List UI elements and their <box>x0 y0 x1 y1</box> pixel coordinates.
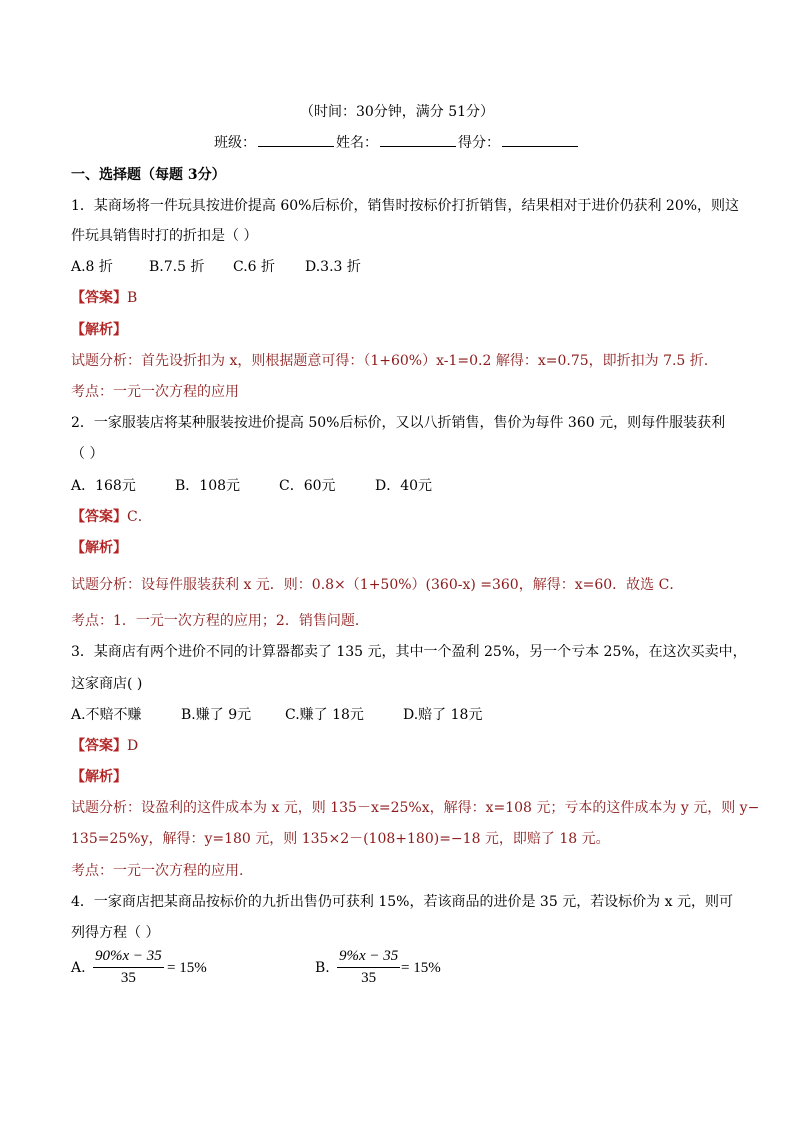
class-label: 班级： <box>214 135 256 151</box>
q2-analysis-text: 试题分析：设每件服装获利 x 元．则：0.8×（1+50%）(360-x) =360，解得：x=60．故选 C． <box>71 577 684 593</box>
answer-tag: 【答案】 <box>71 738 127 754</box>
q1-answer <box>71 289 137 307</box>
q4-option-a-denominator: 35 <box>120 970 136 986</box>
q4-stem-line-1: 4．一家商店把某商品按标价的九折出售仍可获利 15%，若该商品的进价是 35 元，若设标价为 x 元，则可 <box>71 894 733 910</box>
class-blank <box>258 134 334 147</box>
analysis-tag: 【解析】 <box>71 322 127 338</box>
q1-stem-line-2: 件玩具销售时打的折扣是（ ） <box>71 228 258 244</box>
student-info-line <box>0 134 794 152</box>
q3-analysis-text-1: 试题分析：设盈利的这件成本为 x 元，则 135－x=25%x，解得：x=108 元；亏本的这件成本为 y 元，则 y− <box>71 800 760 816</box>
answer-value: B <box>127 290 138 306</box>
q4-option-b <box>315 948 535 992</box>
q3-stem-line-2: 这家商店( ) <box>71 676 143 692</box>
q4-option-a-numerator: 90%x − 35 <box>95 948 162 964</box>
q1-analysis-tag <box>71 321 127 339</box>
q4-option-b-fraction <box>337 948 400 987</box>
q3-stem-line-1: 3．某商店有两个进价不同的计算器都卖了 135 元，其中一个盈利 25%，另一个亏本 25%，在这次买卖中， <box>71 644 747 660</box>
q2-option-c: C．60元 <box>279 478 336 494</box>
q2-analysis-tag <box>71 539 127 557</box>
q2-answer <box>71 508 152 526</box>
name-blank <box>380 134 456 147</box>
q1-kaodian: 考点：一元一次方程的应用 <box>71 384 239 400</box>
q3-option-c: C.赚了 18元 <box>285 707 364 723</box>
fraction-bar <box>337 967 400 968</box>
score-label: 得分： <box>458 135 500 151</box>
q4-option-a-fraction <box>93 948 164 987</box>
q2-stem-line-2: （ ） <box>71 446 104 462</box>
q2-kaodian: 考点：1．一元一次方程的应用；2．销售问题． <box>71 613 369 629</box>
section-title: 一、选择题（每题 3分） <box>71 167 226 183</box>
q3-option-a: A.不赔不赚 <box>71 707 142 723</box>
q1-stem-line-1: 1．某商场将一件玩具按进价提高 60%后标价，销售时按标价打折销售，结果相对于进价仍获利 20%，则这 <box>71 198 740 214</box>
answer-value: D <box>127 738 139 754</box>
q1-option-b: B.7.5 折 <box>149 259 205 275</box>
q4-option-a <box>71 948 291 992</box>
q3-analysis-text-2: 135=25%y，解得：y=180 元，则 135×2－(108+180)=−18 元，即赔了 18 元。 <box>71 831 610 847</box>
analysis-tag: 【解析】 <box>71 540 127 556</box>
score-blank <box>502 134 578 147</box>
q2-option-d: D．40元 <box>375 478 433 494</box>
q4-option-b-rhs: = 15% <box>401 960 441 976</box>
q4-option-a-label: A. <box>71 960 86 976</box>
answer-tag: 【答案】 <box>71 290 127 306</box>
q3-option-d: D.赔了 18元 <box>403 707 483 723</box>
q3-option-b: B.赚了 9元 <box>181 707 252 723</box>
q4-option-b-numerator: 9%x − 35 <box>339 948 399 964</box>
q4-stem-line-2: 列得方程（ ） <box>71 925 160 941</box>
fraction-bar <box>93 967 164 968</box>
q2-option-b: B．108元 <box>175 478 241 494</box>
name-label: 姓名： <box>336 135 378 151</box>
q4-option-a-rhs: = 15% <box>167 960 207 976</box>
q2-options <box>71 477 432 495</box>
answer-tag: 【答案】 <box>71 509 127 525</box>
time-info: （时间：30分钟，满分 51分） <box>299 104 495 120</box>
q4-option-b-label: B. <box>315 960 330 976</box>
q3-answer <box>71 737 138 755</box>
q1-option-a: A.8 折 <box>71 259 113 275</box>
q1-options <box>71 258 361 276</box>
analysis-tag: 【解析】 <box>71 769 127 785</box>
answer-value: C． <box>127 509 152 525</box>
q1-analysis-text: 试题分析：首先设折扣为 x，则根据题意可得：（1+60%）x-1=0.2 解得：x=0.75，即折扣为 7.5 折. <box>71 353 709 369</box>
q1-option-c: C.6 折 <box>233 259 276 275</box>
q3-analysis-tag <box>71 768 127 786</box>
q3-kaodian: 考点：一元一次方程的应用. <box>71 863 244 879</box>
q1-option-d: D.3.3 折 <box>305 259 361 275</box>
q3-options <box>71 706 482 724</box>
q2-option-a: A．168元 <box>71 478 136 494</box>
q2-stem-line-1: 2．一家服装店将某种服装按进价提高 50%后标价，又以八折销售，售价为每件 360 元，则每件服装获利 <box>71 415 726 431</box>
q4-option-b-denominator: 35 <box>361 970 377 986</box>
